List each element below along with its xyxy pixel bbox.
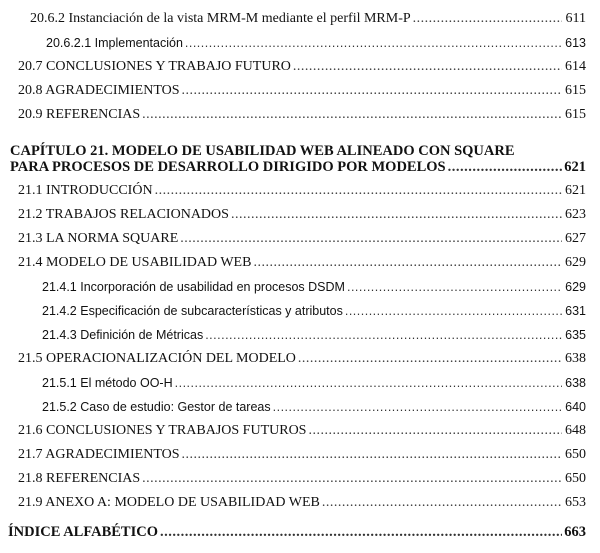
chapter-title-line1: CAPÍTULO 21. MODELO DE USABILIDAD WEB ALINEADO CON SQUARE <box>10 143 515 159</box>
toc-entry-page: 638 <box>565 351 586 366</box>
toc-entry-label: 20.8 AGRADECIMIENTOS <box>18 83 180 98</box>
toc-entry-page: 623 <box>565 207 586 222</box>
leader-dots <box>273 399 562 415</box>
toc-entry-21-4-2[interactable] <box>42 303 586 319</box>
toc-entry-21-6[interactable] <box>18 423 586 439</box>
toc-entry-21-4[interactable] <box>18 255 586 271</box>
toc-entry-label: 20.6.2.1 Implementación <box>46 36 183 50</box>
toc-entry-label: 21.8 REFERENCIAS <box>18 471 141 486</box>
leader-dots <box>182 83 562 99</box>
toc-entry-label: 21.7 AGRADECIMIENTOS <box>18 447 180 462</box>
toc-entry-label: 21.9 ANEXO A: MODELO DE USABILIDAD WEB <box>18 495 320 510</box>
leader-dots <box>253 255 562 271</box>
toc-entry-page: 621 <box>565 183 586 198</box>
toc-entry-page: 629 <box>565 255 586 270</box>
toc-entry-page: 653 <box>565 495 586 510</box>
toc-entry-21-4-1[interactable] <box>42 279 586 295</box>
toc-entry-page: 640 <box>565 400 586 414</box>
toc-entry-20-9[interactable] <box>18 107 586 123</box>
toc-entry-page: 631 <box>565 304 586 318</box>
toc-entry-21-2[interactable] <box>18 207 586 223</box>
toc-entry-page: 650 <box>565 471 586 486</box>
toc-entry-page: 615 <box>565 83 586 98</box>
toc-entry-page: 650 <box>565 447 586 462</box>
toc-entry-label: 21.2 TRABAJOS RELACIONADOS <box>18 207 229 222</box>
toc-entry-label: 21.1 INTRODUCCIÓN <box>18 183 153 198</box>
leader-dots <box>205 327 562 343</box>
leader-dots <box>142 471 562 487</box>
toc-entry-page: 635 <box>565 328 586 342</box>
toc-entry-20-6-2[interactable] <box>30 11 586 27</box>
toc-entry-21-9[interactable] <box>18 495 586 511</box>
toc-entry-label: 20.9 REFERENCIAS <box>18 107 141 122</box>
leader-dots <box>322 495 562 511</box>
toc-entry-21-5-2[interactable] <box>42 399 586 415</box>
toc-entry-page: 648 <box>565 423 586 438</box>
toc-entry-21-1[interactable] <box>18 183 586 199</box>
toc-entry-page: 621 <box>564 159 586 175</box>
toc-chapter-21[interactable] <box>10 159 586 175</box>
toc-entry-label: 20.7 CONCLUSIONES Y TRABAJO FUTURO <box>18 59 291 74</box>
toc-entry-20-8[interactable] <box>18 83 586 99</box>
chapter-title-line2: PARA PROCESOS DE DESARROLLO DIRIGIDO POR MODELOS <box>10 159 446 175</box>
leader-dots <box>448 159 562 175</box>
toc-entry-21-3[interactable] <box>18 231 586 247</box>
toc-entry-21-5-1[interactable] <box>42 375 586 391</box>
toc-entry-21-7[interactable] <box>18 447 586 463</box>
toc-entry-page: 613 <box>565 36 586 50</box>
toc-entry-label: 21.4 MODELO DE USABILIDAD WEB <box>18 255 252 270</box>
toc-entry-label: 21.5.1 El método OO-H <box>42 376 173 390</box>
leader-dots <box>175 375 562 391</box>
toc-entry-label: 21.5.2 Caso de estudio: Gestor de tareas <box>42 400 271 414</box>
toc-entry-page: 627 <box>565 231 586 246</box>
toc-entry-20-7[interactable] <box>18 59 586 75</box>
leader-dots <box>142 107 562 123</box>
toc-entry-20-6-2-1[interactable] <box>46 35 586 51</box>
toc-entry-label: 21.6 CONCLUSIONES Y TRABAJOS FUTUROS <box>18 423 307 438</box>
leader-dots <box>160 524 562 540</box>
leader-dots <box>347 279 562 295</box>
toc-entry-21-5[interactable] <box>18 351 586 367</box>
leader-dots <box>293 59 562 75</box>
leader-dots <box>185 35 562 51</box>
toc-entry-label: 20.6.2 Instanciación de la vista MRM-M mediante el perfil MRM-P <box>30 11 411 26</box>
toc-entry-page: 611 <box>565 11 586 26</box>
toc-entry-label: 21.4.2 Especificación de subcaracterísticas y atributos <box>42 304 343 318</box>
toc-entry-label: 21.4.1 Incorporación de usabilidad en procesos DSDM <box>42 280 345 294</box>
toc-entry-21-4-3[interactable] <box>42 327 586 343</box>
leader-dots <box>182 447 562 463</box>
toc-entry-page: 614 <box>565 59 586 74</box>
toc-entry-page: 663 <box>564 524 586 540</box>
toc-entry-21-8[interactable] <box>18 471 586 487</box>
toc-entry-page: 615 <box>565 107 586 122</box>
leader-dots <box>155 183 562 199</box>
toc-entry-page: 629 <box>565 280 586 294</box>
leader-dots <box>298 351 562 367</box>
toc-entry-label: 21.3 LA NORMA SQUARE <box>18 231 179 246</box>
leader-dots <box>345 303 562 319</box>
leader-dots <box>180 231 562 247</box>
leader-dots <box>308 423 562 439</box>
leader-dots <box>231 207 562 223</box>
toc-entry-label: ÍNDICE ALFABÉTICO <box>8 524 158 540</box>
toc-entry-page: 638 <box>565 376 586 390</box>
toc-index-alfabetico[interactable] <box>8 524 586 540</box>
toc-entry-label: 21.4.3 Definición de Métricas <box>42 328 204 342</box>
leader-dots <box>413 11 562 27</box>
toc-entry-label: 21.5 OPERACIONALIZACIÓN DEL MODELO <box>18 351 296 366</box>
